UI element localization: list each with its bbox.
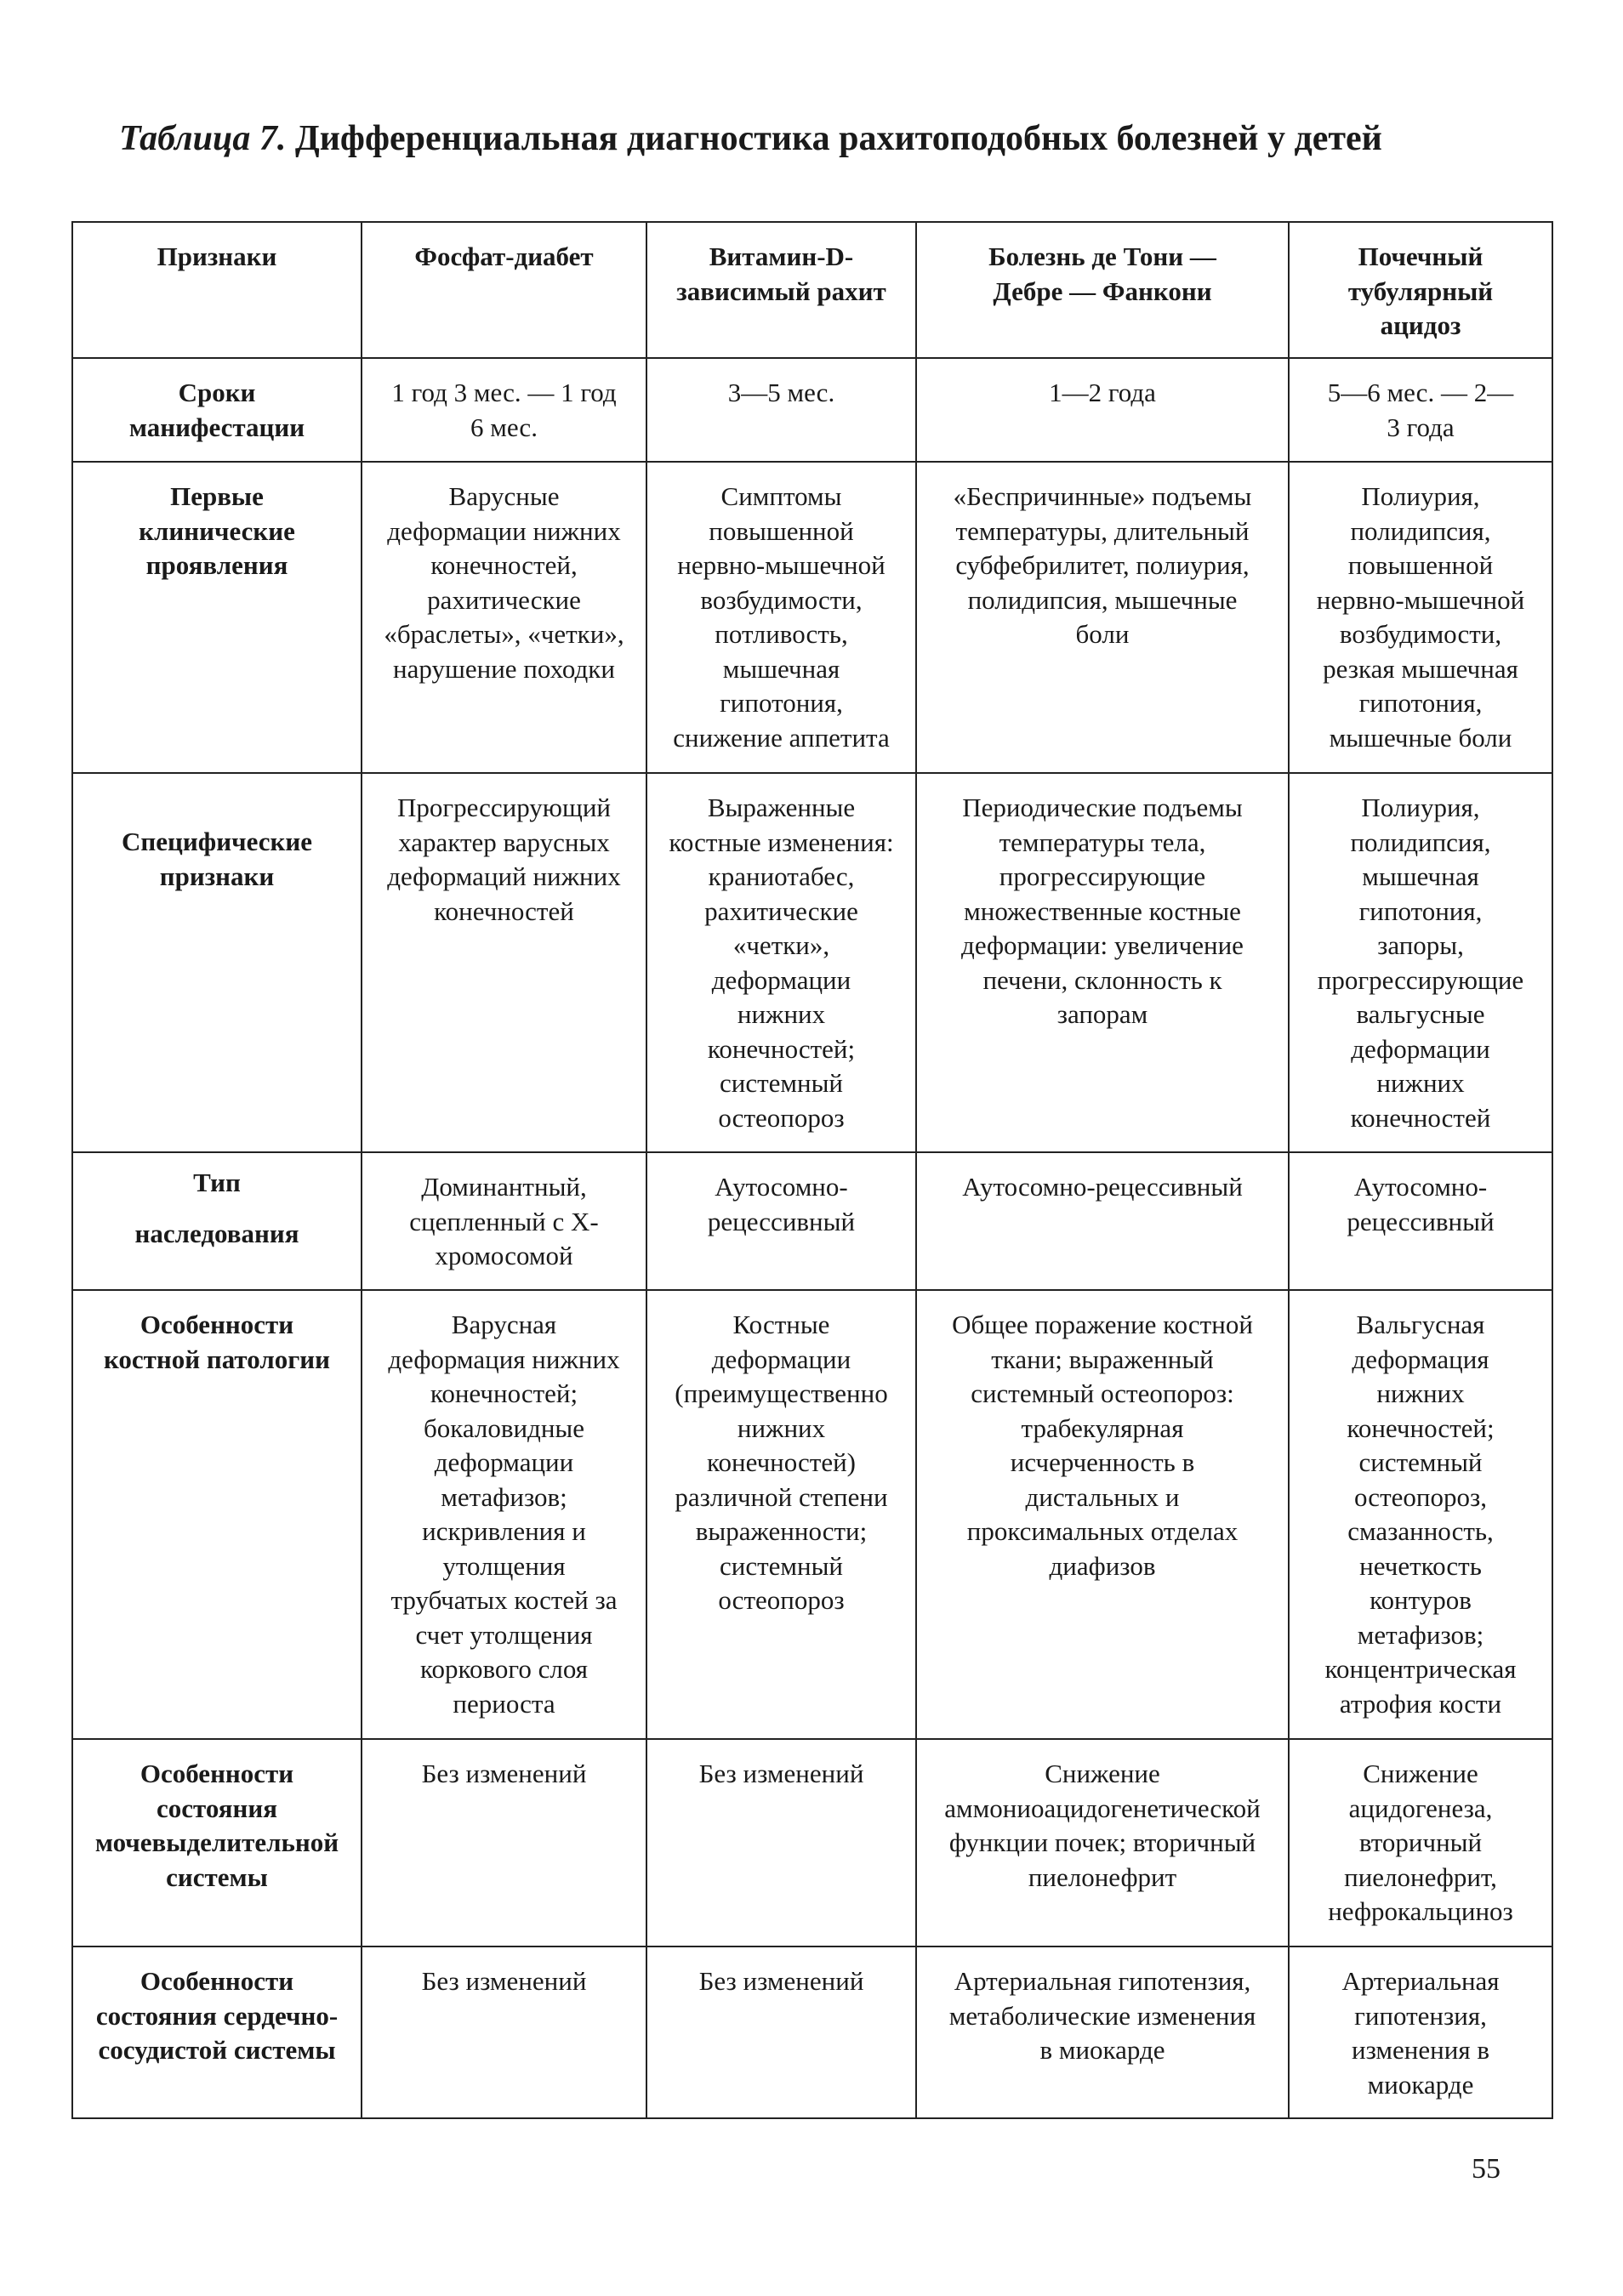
table-cell: Аутосомно- рецессивный — [1289, 1152, 1552, 1290]
table-row — [72, 1152, 1552, 1290]
table-row — [72, 1946, 1552, 2118]
table-cell: Вальгусная деформация нижних конечностей; системный остеопороз, смазанность, нечеткость контуров метафизов; концентрическая атрофия кости — [1289, 1290, 1552, 1739]
header-row — [72, 222, 1552, 358]
table-cell: Артериальная гипотензия, изменения в миокарде — [1289, 1946, 1552, 2118]
table-cell: Артериальная гипотензия, метаболические изменения в миокарде — [916, 1946, 1289, 2118]
diagnosis-table — [71, 221, 1553, 2119]
table-cell: «Беспричинные» подъемы температуры, длительный субфебрилитет, полиурия, полидипсия, мышечные боли — [916, 462, 1289, 773]
table-cell: Варусные деформации нижних конечностей, рахитические «браслеты», «четки», нарушение походки — [362, 462, 646, 773]
row-header-cell: Особенности состояния сердечно- сосудистой системы — [72, 1946, 362, 2118]
table-cell: 3—5 мес. — [646, 358, 916, 462]
table-row — [72, 773, 1552, 1152]
table-title-label: Таблица 7. — [119, 119, 287, 158]
table-cell: Без изменений — [362, 1739, 646, 1946]
table-row — [72, 1290, 1552, 1739]
table-cell: Периодические подъемы температуры тела, прогрессирующие множественные костные деформации: увеличение печени, склонность к запорам — [916, 773, 1289, 1152]
table-cell: Доминантный, сцепленный с X- хромосомой — [362, 1152, 646, 1290]
table-cell: Без изменений — [646, 1739, 916, 1946]
row-header-cell: Особенности костной патологии — [72, 1290, 362, 1739]
table-cell: Симптомы повышенной нервно-мышечной возбудимости, потливость, мышечная гипотония, снижение аппетита — [646, 462, 916, 773]
table-cell: Без изменений — [362, 1946, 646, 2118]
header-cell-renal-tubular-acidosis: Почечный тубулярный ацидоз — [1289, 222, 1552, 358]
table-cell: Полиурия, полидипсия, повышенной нервно-мышечной возбудимости, резкая мышечная гипотония, мышечные боли — [1289, 462, 1552, 773]
table-row — [72, 358, 1552, 462]
row-header-cell: Тип наследования — [72, 1152, 362, 1290]
row-header-cell: Специфические признаки — [72, 773, 362, 1152]
table-cell: Полиурия, полидипсия, мышечная гипотония, запоры, прогрессирующие вальгусные деформации нижних конечностей — [1289, 773, 1552, 1152]
table-cell: 1 год 3 мес. — 1 год 6 мес. — [362, 358, 646, 462]
header-cell-signs: Признаки — [72, 222, 362, 358]
row-header-cell: Особенности состояния мочевыделительной системы — [72, 1739, 362, 1946]
row-header-cell: Первые клинические проявления — [72, 462, 362, 773]
table-cell: Общее поражение костной ткани; выраженный системный остеопороз: трабекулярная исчерченность в дистальных и проксимальных отделах диафизов — [916, 1290, 1289, 1739]
header-cell-phosphate-diabetes: Фосфат-диабет — [362, 222, 646, 358]
table-title — [119, 117, 1548, 160]
table-cell: Варусная деформация нижних конечностей; бокаловидные деформации метафизов; искривления и утолщения трубчатых костей за счет утолщения коркового слоя периоста — [362, 1290, 646, 1739]
page-number: 55 — [1472, 2153, 1501, 2185]
table-cell: Аутосомно- рецессивный — [646, 1152, 916, 1290]
table-cell: 1—2 года — [916, 358, 1289, 462]
table-cell: Выраженные костные изменения: краниотабес, рахитические «четки», деформации нижних конечностей; системный остеопороз — [646, 773, 916, 1152]
row-header-cell: Сроки манифестации — [72, 358, 362, 462]
table-title-text: Дифференциальная диагностика рахитоподобных болезней у детей — [294, 119, 1382, 158]
table-cell: Аутосомно-рецессивный — [916, 1152, 1289, 1290]
table-cell: Прогрессирующий характер варусных деформаций нижних конечностей — [362, 773, 646, 1152]
header-cell-de-toni-debre-fanconi: Болезнь де Тони — Дебре — Фанкони — [916, 222, 1289, 358]
table-row — [72, 462, 1552, 773]
table-cell: 5—6 мес. — 2— 3 года — [1289, 358, 1552, 462]
table-row — [72, 1739, 1552, 1946]
header-cell-vitamin-d-rickets: Витамин-D- зависимый рахит — [646, 222, 916, 358]
table-cell: Снижение аммониоацидогенетической функции почек; вторичный пиелонефрит — [916, 1739, 1289, 1946]
table-cell: Снижение ацидогенеза, вторичный пиелонефрит, нефрокальциноз — [1289, 1739, 1552, 1946]
table-cell: Без изменений — [646, 1946, 916, 2118]
table-cell: Костные деформации (преимущественно нижних конечностей) различной степени выраженности; системный остеопороз — [646, 1290, 916, 1739]
